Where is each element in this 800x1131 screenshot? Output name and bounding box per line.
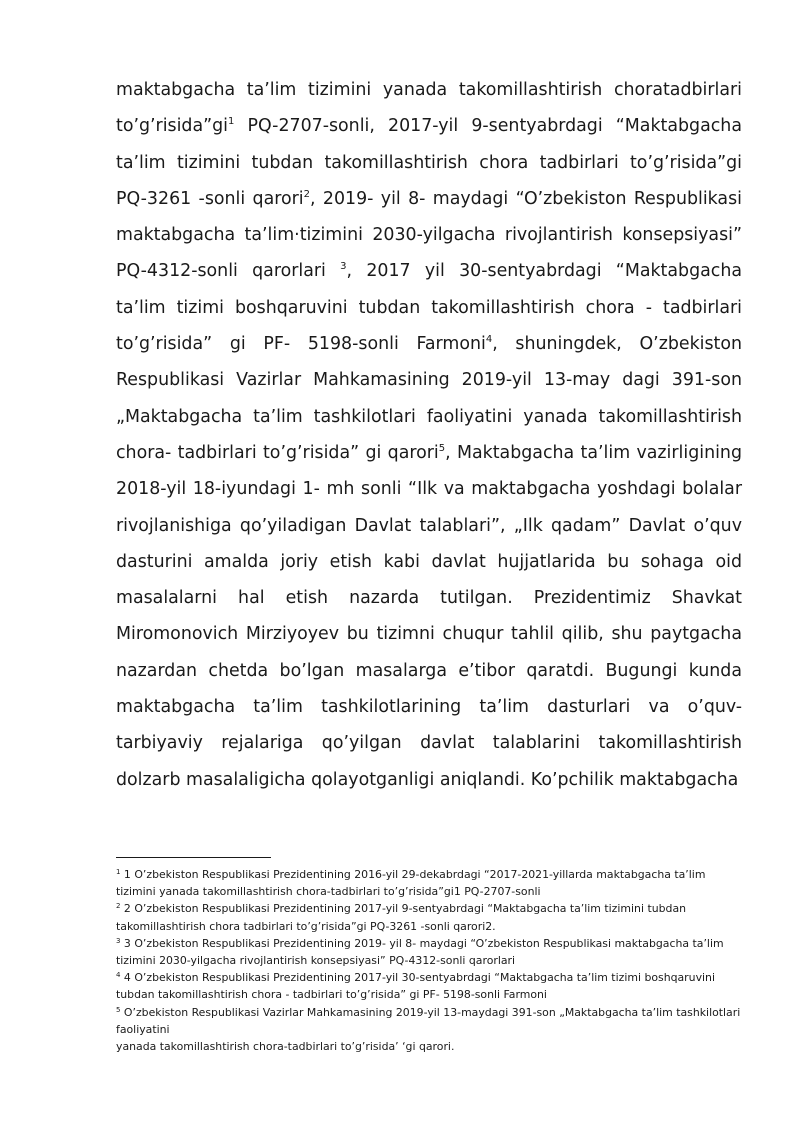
footnote-text: 4 O’zbekiston Respublikasi Prezidentining 2017-yil 30-sentyabrdagi “Maktabgacha ta’lim tizimi boshqaruvini tubdan takomillashtirish chora - tadbirlari to’g’risida” gi PF- 5198-sonli Farmoni bbox=[116, 971, 715, 1002]
footnote-item bbox=[116, 969, 746, 1003]
body-segment: , 2019- yil 8- maydagi “O’zbekiston Respublikasi maktabgacha ta’lim·tizimini 2030-yilgacha rivojlantirish konsepsiyasi” PQ-4312-sonli qarorlari bbox=[116, 188, 742, 282]
body-segment: , 2017 yil 30-sentyabrdagi “Maktabgacha ta’lim tizimi boshqaruvini tubdan takomillashtirish chora - tadbirlari to’g’risida” gi PF- 5198-sonli Farmoni bbox=[116, 261, 742, 355]
body-segment: , Maktabgacha ta’lim vazirligining 2018-yil 18-iyundagi 1- mh sonli “Ilk va maktabgacha yoshdagi bolalar rivojlanishiga qo’yiladigan Davlat talablari”, „Ilk qadam” Davlat o’quv dasturini amalda joriy etish kabi davlat hujjatlarida bu sohaga oid masalalarni hal etish nazarda tutilgan. Prezidentimiz Shavkat Miromonovich Mirziyoyev bu tizimni chuqur tahlil qilib, shu paytgacha nazardan chetda bo’lgan masalarga e’tibor qaratdi. Bugungi kunda maktabgacha ta’lim tashkilotlarining ta’lim dasturlari va o’quv-tarbiyaviy rejalariga qo’yilgan davlat talablarini takomillashtirish dolzarb masalaligicha qolayotganligi aniqlandi. Ko’pchilik maktabgacha bbox=[116, 442, 742, 790]
footnote-ref[interactable]: 2 bbox=[303, 188, 311, 200]
footnote-mark: 4 bbox=[116, 971, 121, 980]
body-segment: maktabgacha ta’lim tizimini yanada takomillashtirish choratadbirlari to’g’risida”gi bbox=[116, 80, 742, 137]
body-segment: PQ-2707-sonli, 2017-yil 9-sentyabrdagi “Maktabgacha ta’lim tizimini tubdan takomillashtirish chora tadbirlari to’g’risida”gi PQ-3261 -sonli qarori bbox=[116, 116, 742, 209]
footnote-text: 2 O’zbekiston Respublikasi Prezidentining 2017-yil 9-sentyabrdagi “Maktabgacha ta’lim tizimini tubdan takomillashtirish chora tadbirlari to’g’risida”gi PQ-3261 -sonli qarori2. bbox=[116, 902, 687, 933]
footnote-ref[interactable]: 3 bbox=[340, 261, 347, 273]
footnote-mark: 5 bbox=[116, 1005, 121, 1014]
footnote-continuation: yanada takomillashtirish chora-tadbirlari to’g’risida’ ‘gi qarori. bbox=[116, 1040, 455, 1054]
footnote-ref[interactable]: 5 bbox=[438, 442, 446, 454]
footnotes-section bbox=[116, 866, 746, 1055]
footnote-text: 1 O’zbekiston Respublikasi Prezidentining 2016-yil 29-dekabrdagi “2017-2021-yillarda maktabgacha ta’lim tizimini yanada takomillashtirish chora-tadbirlari to’g’risida”gi1 PQ-2707-sonli bbox=[116, 868, 706, 899]
footnote-item bbox=[116, 866, 746, 900]
footnote-item bbox=[116, 935, 746, 969]
footnote-mark: 3 bbox=[116, 936, 121, 945]
footnote-ref[interactable]: 1 bbox=[228, 116, 235, 128]
footnote-mark: 1 bbox=[116, 868, 121, 876]
footnote-item bbox=[116, 900, 746, 934]
footnote-item bbox=[116, 1004, 746, 1038]
footnote-separator bbox=[116, 857, 271, 858]
body-segment: , shuningdek, O’zbekiston Respublikasi Vazirlar Mahkamasining 2019-yil 13-may dagi 391-son „Maktabgacha ta’lim tashkilotlari faoliyatini yanada takomillashtirish chora- tadbirlari to’g’risida” gi qarori bbox=[116, 334, 743, 463]
footnote-text: O’zbekiston Respublikasi Vazirlar Mahkamasining 2019-yil 13-maydagi 391-son „Maktabgacha ta’lim tashkilotlari faoliyatini bbox=[116, 1005, 741, 1036]
footnote-text: 3 O’zbekiston Respublikasi Prezidentining 2019- yil 8- maydagi “O’zbekiston Respublikasi maktabgacha ta’lim tizimini 2030-yilgacha rivojlantirish konsepsiyasi” PQ-4312-sonli qarorlari bbox=[116, 936, 724, 968]
body-paragraph bbox=[116, 72, 742, 798]
footnote-ref[interactable]: 4 bbox=[485, 334, 493, 346]
footnote-mark: 2 bbox=[116, 902, 121, 911]
